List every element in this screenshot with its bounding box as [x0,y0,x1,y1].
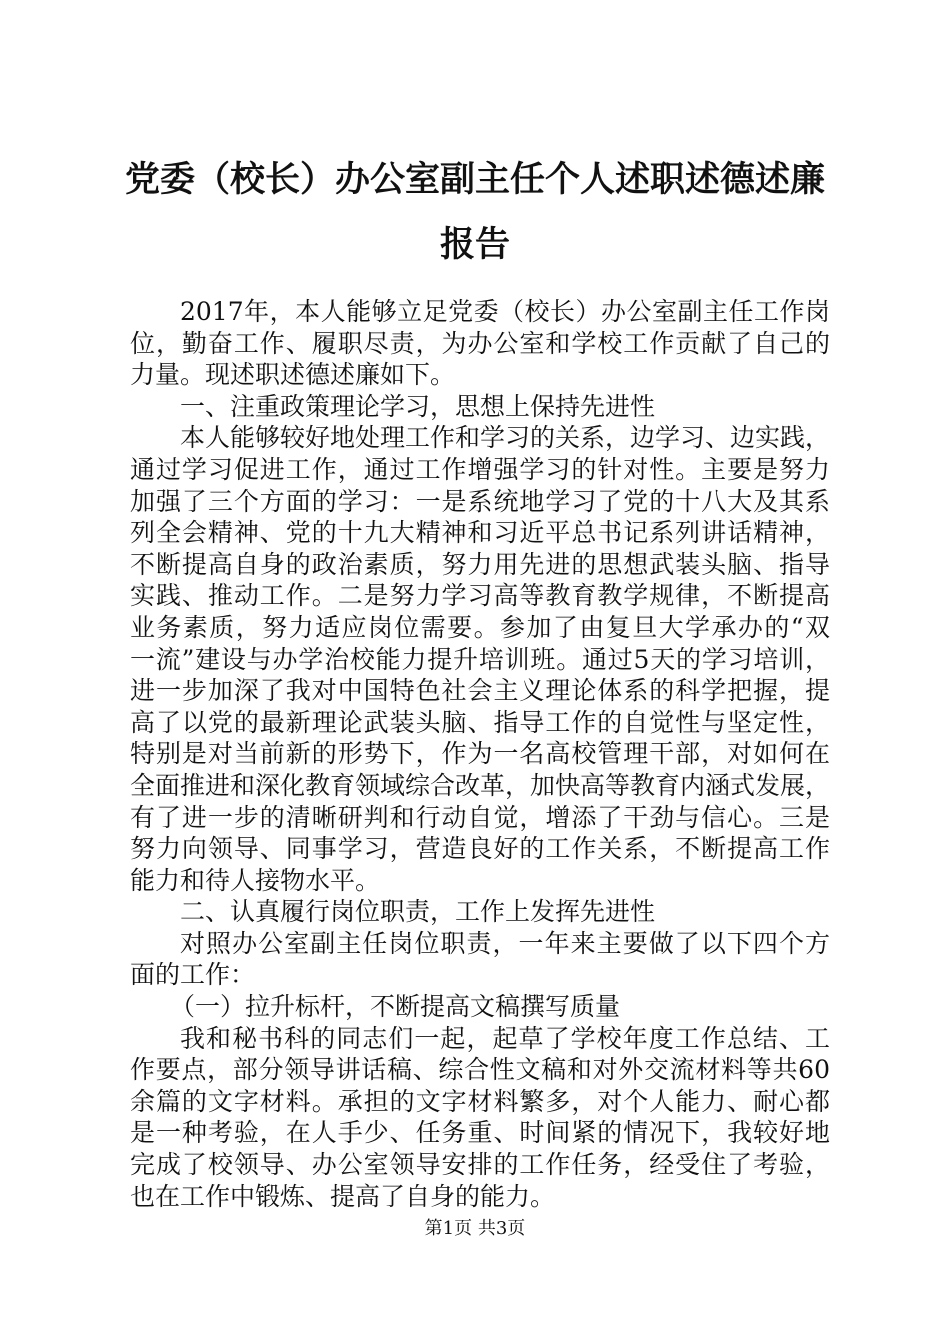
body-line: 不断提高自身的政治素质，努力用先进的思想武装头脑、指导 [130,549,830,579]
body-line: 面的工作： [130,960,256,990]
body-line: 一流”建设与办学治校能力提升培训班。通过5天的学习培训， [130,644,830,674]
body-line: 余篇的文字材料。承担的文字材料繁多，对个人能力、耐心都 [130,1086,830,1116]
body-line: 能力和待人接物水平。 [130,865,381,895]
body-line: 列全会精神、党的十九大精神和习近平总书记系列讲话精神， [130,518,830,548]
body-line: 加强了三个方面的学习：一是系统地学习了党的十八大及其系 [130,486,830,516]
document-title-line-2: 报告 [439,224,510,265]
body-line: 业务素质，努力适应岗位需要。参加了由复旦大学承办的“双 [130,612,830,642]
document-title-line-1: 党委（校长）办公室副主任个人述职述德述廉 [124,159,825,200]
body-line: 作要点，部分领导讲话稿、综合性文稿和对外交流材料等共60 [130,1055,830,1085]
body-line: 力量。现述职述德述廉如下。 [130,360,456,390]
body-line: 二、认真履行岗位职责，工作上发挥先进性 [180,897,656,927]
body-line: 本人能够较好地处理工作和学习的关系，边学习、边实践， [180,423,831,453]
body-line: 我和秘书科的同志们一起，起草了学校年度工作总结、工 [180,1023,830,1053]
page-footer: 第1页 共3页 [424,1218,526,1239]
body-line: 2017年，本人能够立足党委（校长）办公室副主任工作岗 [180,297,830,326]
body-line: 也在工作中锻炼、提高了自身的能力。 [130,1181,556,1211]
body-line: 一、注重政策理论学习，思想上保持先进性 [180,391,656,421]
body-line: 努力向领导、同事学习，营造良好的工作关系，不断提高工作 [130,834,830,864]
body-line: 对照办公室副主任岗位职责，一年来主要做了以下四个方 [180,928,830,958]
body-line: （一）拉升标杆，不断提高文稿撰写质量 [170,992,621,1022]
body-line: 是一种考验，在人手少、任务重、时间紧的情况下，我较好地 [130,1118,830,1148]
body-line: 位，勤奋工作、履职尽责，为办公室和学校工作贡献了自己的 [130,328,830,358]
body-line: 高了以党的最新理论武装头脑、指导工作的自觉性与坚定性， [130,707,830,737]
body-line: 完成了校领导、办公室领导安排的工作任务，经受住了考验， [130,1150,830,1180]
body-line: 有了进一步的清晰研判和行动自觉，增添了干劲与信心。三是 [130,802,830,832]
body-line: 特别是对当前新的形势下，作为一名高校管理干部，对如何在 [130,739,830,769]
body-line: 全面推进和深化教育领域综合改革，加快高等教育内涵式发展， [130,770,831,800]
body-line: 进一步加深了我对中国特色社会主义理论体系的科学把握，提 [130,676,830,706]
body-line: 实践、推动工作。二是努力学习高等教育教学规律，不断提高 [130,581,830,611]
document-body [130,296,830,1212]
body-line: 通过学习促进工作，通过工作增强学习的针对性。主要是努力 [130,454,830,484]
